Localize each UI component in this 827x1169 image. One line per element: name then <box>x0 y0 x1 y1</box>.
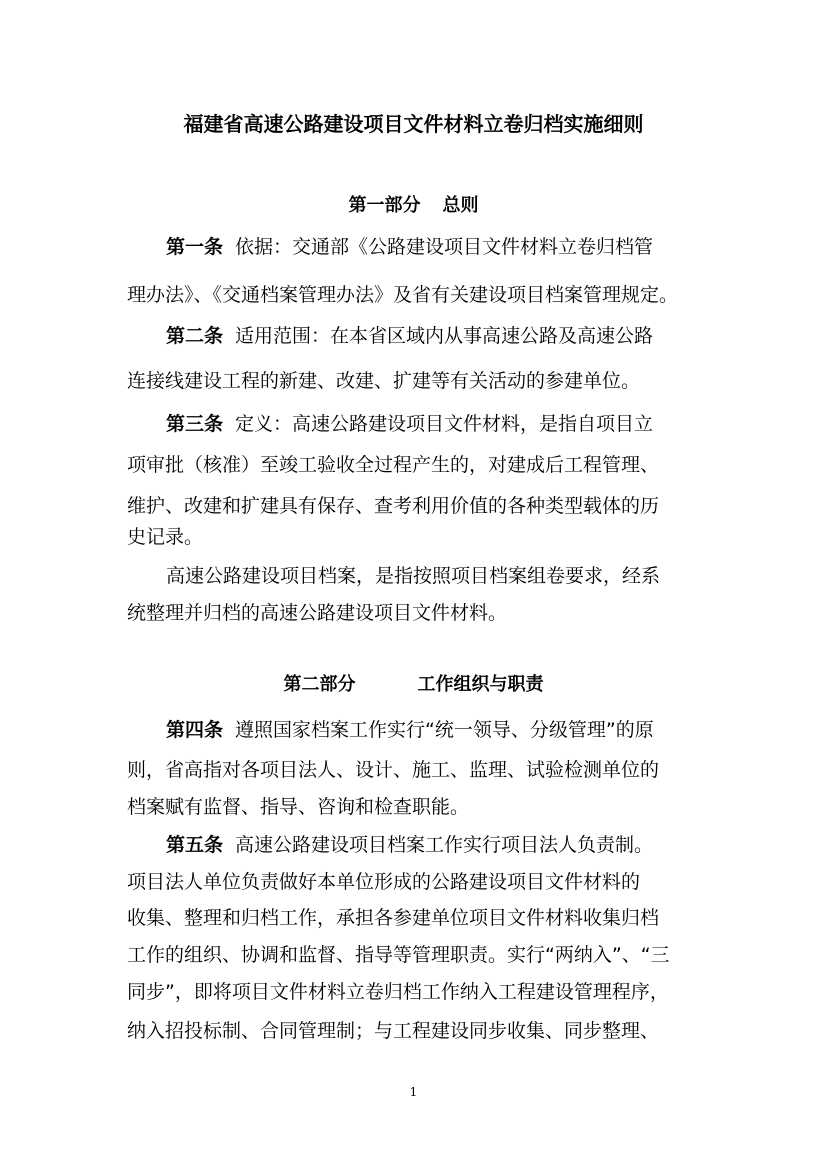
article-4-line-1 <box>166 714 711 746</box>
article-2-line-2: 连接线建设工程的新建、改建、扩建等有关活动的参建单位。 <box>127 370 641 392</box>
document-title: 福建省高速公路建设项目文件材料立卷归档实施细则 <box>183 112 644 136</box>
article-5-line-6: 纳入招投标制、合同管理制；与工程建设同步收集、同步整理、 <box>127 1020 660 1042</box>
part2-heading-title: 工作组织与职责 <box>417 674 544 695</box>
article-2-text-1: 适用范围：在本省区域内从事高速公路及高速公路 <box>235 325 654 347</box>
part1-heading-number: 第一部分 <box>348 195 421 216</box>
page-number: 1 <box>409 1085 418 1099</box>
article-3-label: 第三条 <box>166 413 224 435</box>
article-5-line-2: 项目法人单位负责做好本单位形成的公路建设项目文件材料的 <box>127 871 641 893</box>
article-1-label: 第一条 <box>166 236 224 258</box>
article-3-line-1 <box>166 408 711 440</box>
archive-definition-line-2: 统整理并归档的高速公路建设项目文件材料。 <box>127 602 508 624</box>
article-5-text-1: 高速公路建设项目档案工作实行项目法人负责制。 <box>235 834 654 856</box>
article-4-line-3: 档案赋有监督、指导、咨询和检查职能。 <box>127 796 470 818</box>
article-3-line-4: 史记录。 <box>127 526 204 548</box>
archive-definition-line-1: 高速公路建设项目档案，是指按照项目档案组卷要求，经系 <box>166 565 661 587</box>
part2-heading-number: 第二部分 <box>283 674 356 695</box>
part1-heading <box>0 190 827 222</box>
article-5-label: 第五条 <box>166 834 224 856</box>
part2-heading <box>0 669 827 701</box>
article-5-line-1 <box>166 829 711 861</box>
article-5-line-3: 收集、整理和归档工作，承担各参建单位项目文件材料收集归档 <box>127 907 660 929</box>
article-1-text-1: 依据：交通部《公路建设项目文件材料立卷归档管 <box>235 236 654 258</box>
article-1-line-2: 理办法》、《交通档案管理办法》及省有关建设项目档案管理规定。 <box>127 284 679 306</box>
article-3-line-2: 项审批（核准）至竣工验收全过程产生的，对建成后工程管理、 <box>127 454 660 476</box>
article-5-line-5: 同步”，即将项目文件材料立卷归档工作纳入工程建设管理程序， <box>127 981 669 1003</box>
article-5-line-4: 工作的组织、协调和监督、指导等管理职责。实行“两纳入”、“三 <box>127 944 670 966</box>
article-4-label: 第四条 <box>166 719 224 741</box>
article-4-text-1: 遵照国家档案工作实行“统一领导、分级管理”的原 <box>235 719 654 741</box>
article-4-line-2: 则，省高指对各项目法人、设计、施工、监理、试验检测单位的 <box>127 759 660 781</box>
article-2-line-1 <box>166 320 711 352</box>
part1-heading-title: 总则 <box>442 195 479 216</box>
article-3-line-3: 维护、改建和扩建具有保存、查考利用价值的各种类型载体的历 <box>127 495 660 517</box>
article-3-text-1: 定义：高速公路建设项目文件材料，是指自项目立 <box>235 413 654 435</box>
article-1-line-1 <box>166 231 711 263</box>
article-2-label: 第二条 <box>166 325 224 347</box>
